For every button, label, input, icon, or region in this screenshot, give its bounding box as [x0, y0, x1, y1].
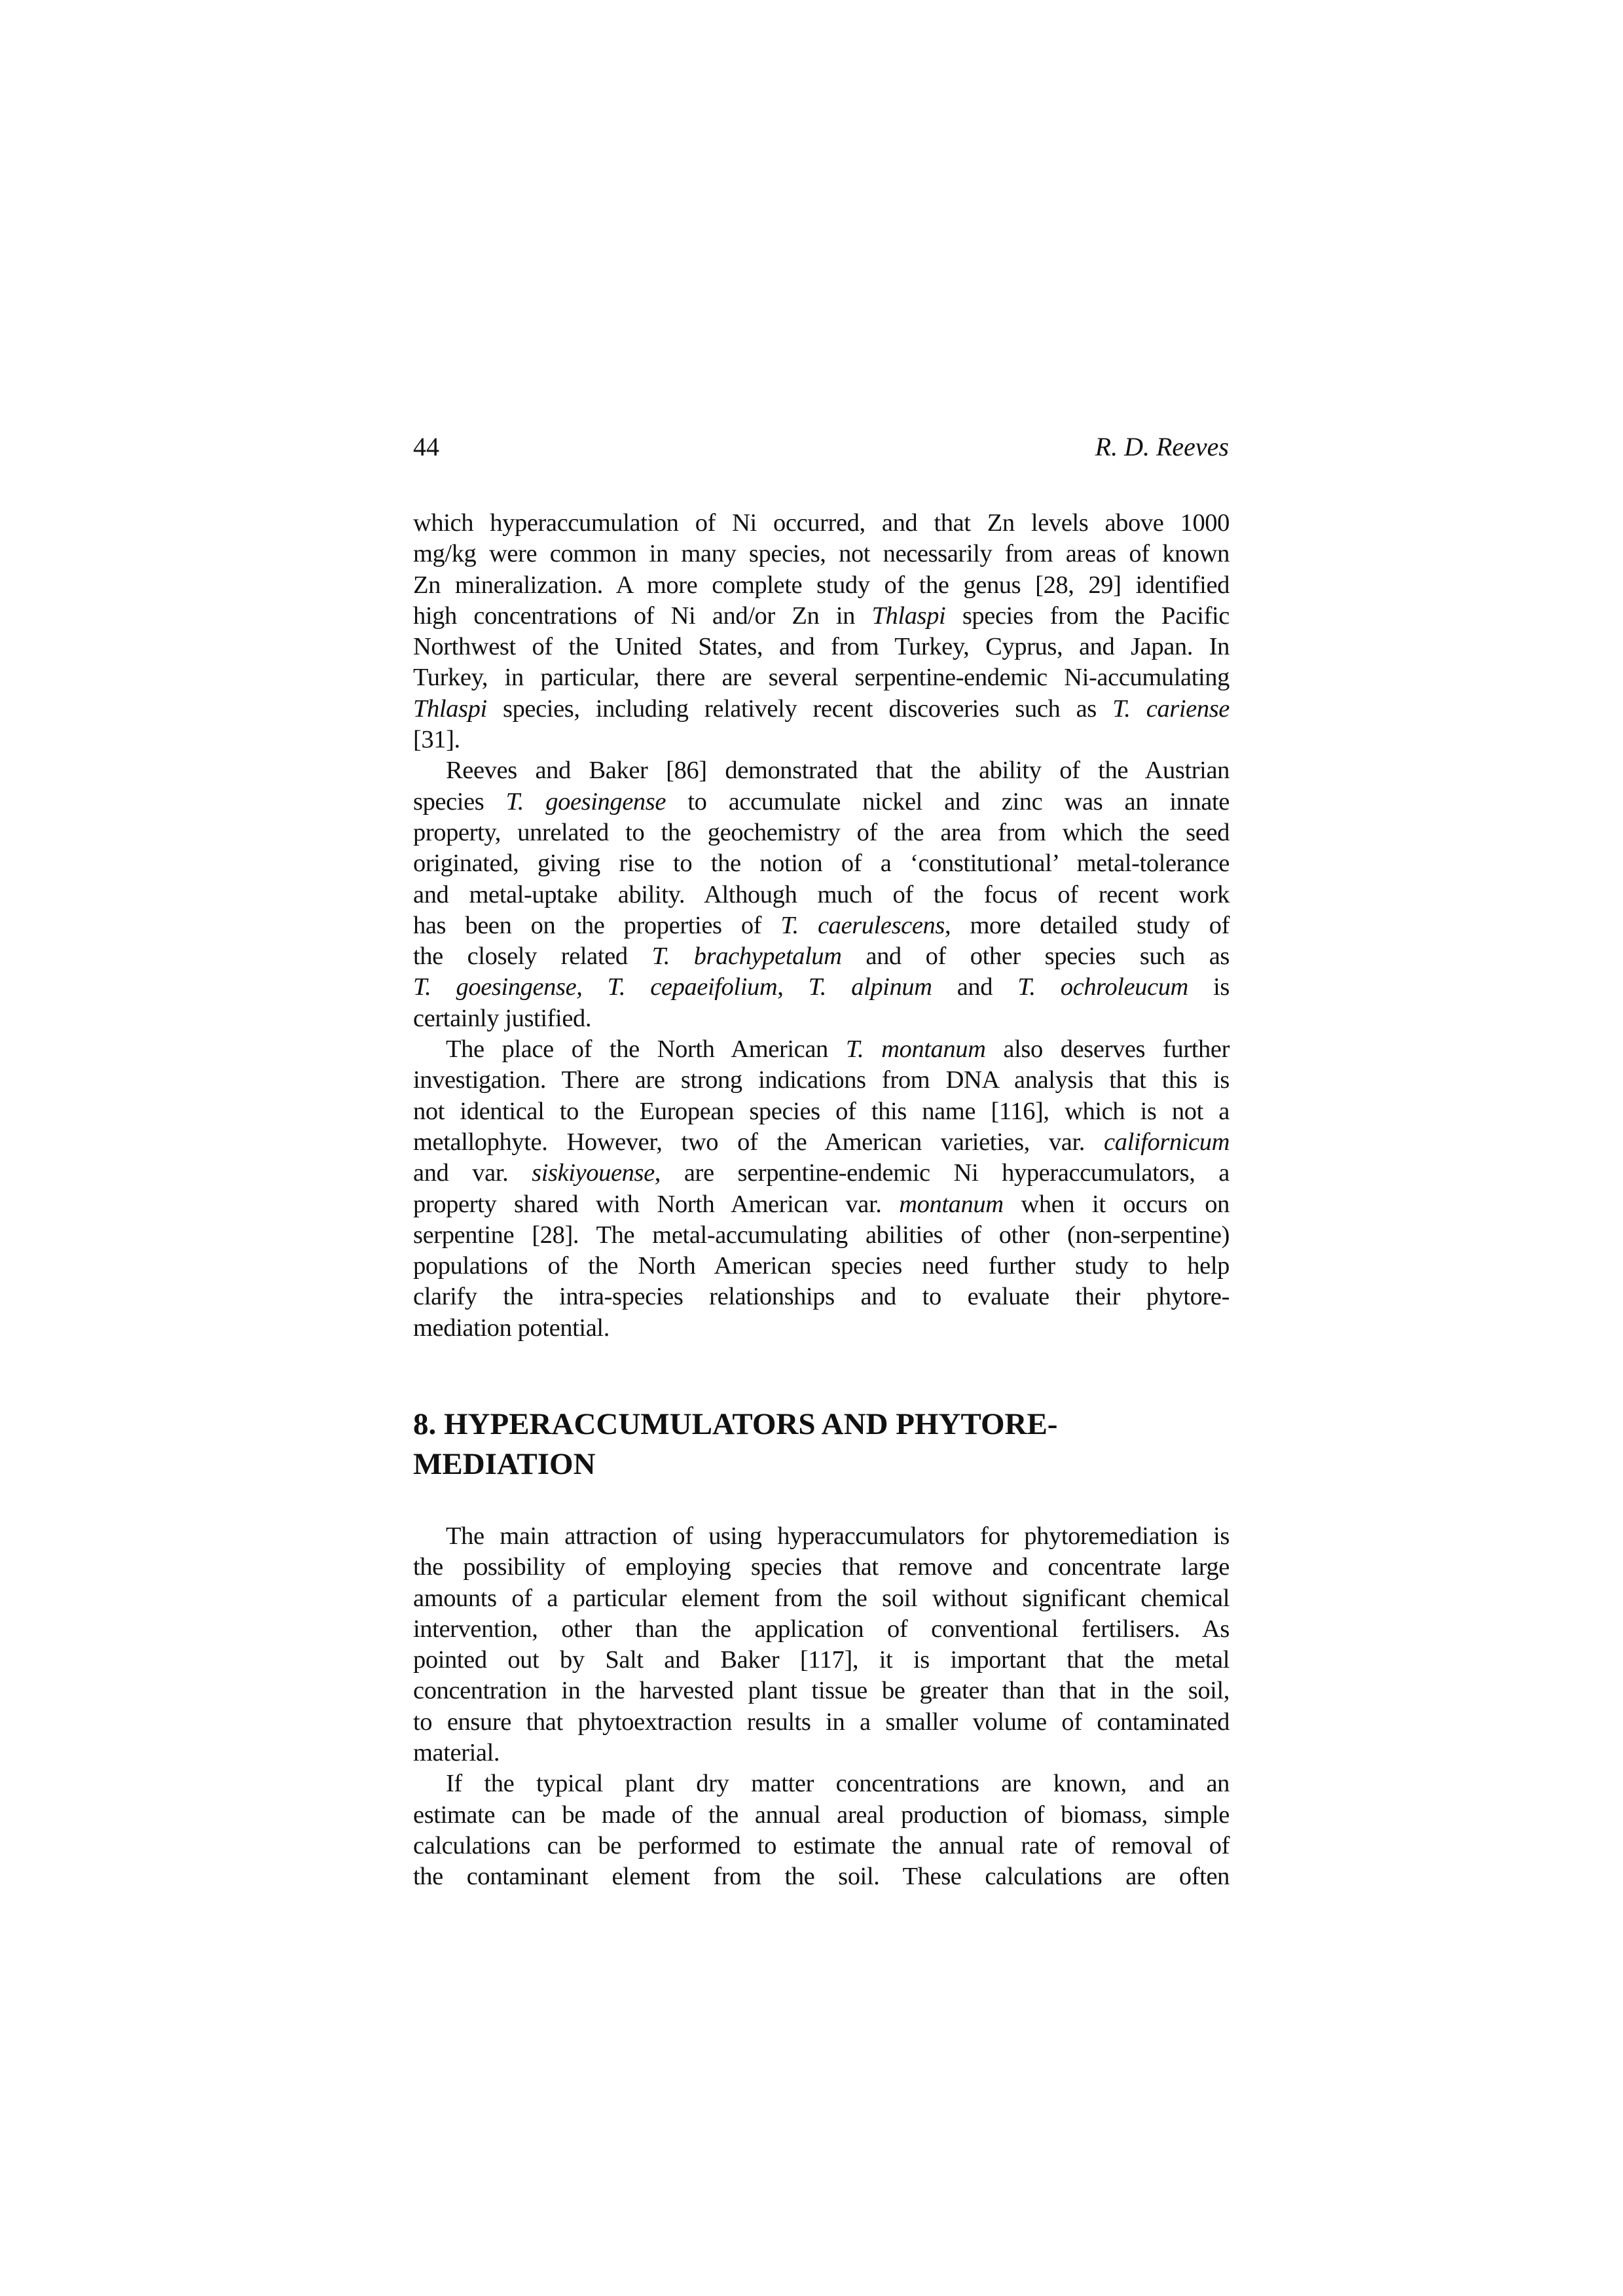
text-segment: species: [413, 787, 506, 816]
text-line: [413, 1251, 1230, 1282]
text-segment: and metal-uptake ability. Although much of the focus of recent work: [413, 880, 1230, 908]
section-heading: [413, 1405, 1264, 1484]
text-line: [413, 1552, 1230, 1583]
text-line: [413, 755, 1230, 786]
text-segment: mg/kg were common in many species, not necessarily from areas of known: [413, 540, 1230, 568]
text-segment: clarify the intra-species relationships and to evaluate their phytore-: [413, 1283, 1230, 1311]
text-segment: concentration in the harvested plant tissue be greater than that in the soil,: [413, 1677, 1230, 1705]
paragraph: [413, 1768, 1230, 1892]
text-line: [413, 601, 1230, 632]
text-segment: originated, giving rise to the notion of a ‘constitutional’ metal-tolerance: [413, 850, 1230, 878]
paragraph: [413, 508, 1230, 755]
italic-species-name: T. goesingense, T. cepaeifolium: [413, 973, 778, 1001]
text-segment: the possibility of employing species that remove and concentrate large: [413, 1553, 1230, 1581]
text-line: [413, 1313, 1230, 1344]
text-line: [413, 1614, 1230, 1645]
text-line: [413, 694, 1230, 725]
text-segment: when it occurs on: [1003, 1190, 1230, 1218]
text-segment: property shared with North American var.: [413, 1190, 900, 1218]
text-segment: Northwest of the United States, and from Turkey, Cyprus, and Japan. In: [413, 633, 1230, 661]
text-segment: populations of the North American species need further study to help: [413, 1252, 1230, 1280]
text-segment: estimate can be made of the annual areal production of biomass, simple: [413, 1801, 1230, 1829]
text-segment: species from the Pacific: [945, 601, 1230, 630]
text-line: [413, 662, 1230, 693]
text-line: [413, 1738, 1230, 1768]
text-segment: Turkey, in particular, there are several serpentine-endemic Ni-accumulating: [413, 664, 1230, 692]
text-segment: which hyperaccumulation of Ni occurred, and that Zn levels above 1000: [413, 509, 1230, 537]
text-segment: calculations can be performed to estimate the annual rate of removal of: [413, 1831, 1230, 1859]
text-line: [413, 1003, 1230, 1034]
text-segment: mediation potential.: [413, 1314, 610, 1342]
text-line: [413, 1282, 1230, 1312]
text-line: [413, 1831, 1230, 1861]
text-line: [413, 570, 1230, 601]
text-line: [413, 1096, 1230, 1127]
text-segment: is: [1188, 973, 1230, 1001]
text-line: [413, 1065, 1230, 1096]
italic-species-name: montanum: [899, 1190, 1004, 1218]
text-segment: high concentrations of Ni and/or Zn in: [413, 601, 872, 630]
text-segment: to ensure that phytoextraction results in a smaller volume of contaminated: [413, 1708, 1230, 1736]
text-line: [413, 725, 1230, 755]
italic-species-name: T. montanum: [845, 1035, 986, 1064]
text-line: [413, 1521, 1230, 1552]
italic-species-name: siskiyouense: [532, 1159, 655, 1187]
text-line: [413, 941, 1230, 972]
italic-species-name: T. alpinum: [808, 973, 932, 1001]
text-line: [413, 539, 1230, 569]
text-line: [413, 632, 1230, 662]
running-head-author: R. D. Reeves: [1095, 432, 1229, 461]
text-segment: The main attraction of using hyperaccumulators for phytoremediation is: [446, 1522, 1230, 1550]
text-segment: material.: [413, 1739, 500, 1767]
text-line: [413, 817, 1230, 848]
text-line: [413, 910, 1230, 941]
text-segment: [31].: [413, 726, 460, 754]
text-line: [413, 1158, 1230, 1189]
italic-species-name: T. caerulescens: [780, 911, 945, 939]
text-segment: also deserves further: [985, 1035, 1230, 1064]
text-segment: and of other species such as: [841, 942, 1230, 971]
text-segment: intervention, other than the application of conventional fertilisers. As: [413, 1615, 1230, 1643]
body-text-lower: [413, 1521, 1230, 1893]
text-line: [413, 848, 1230, 879]
text-segment: property, unrelated to the geochemistry of the area from which the seed: [413, 818, 1230, 846]
text-segment: species, including relatively recent discoveries such as: [486, 694, 1113, 723]
italic-species-name: T. ochroleucum: [1017, 973, 1188, 1001]
text-segment: certainly justified.: [413, 1004, 592, 1032]
text-line: [413, 1800, 1230, 1831]
section-heading-line-1: 8. HYPERACCUMULATORS AND PHYTORE-: [413, 1407, 1058, 1441]
text-segment: investigation. There are strong indications from DNA analysis that this is: [413, 1066, 1230, 1094]
italic-species-name: Thlaspi: [871, 601, 946, 630]
text-segment: the closely related: [413, 942, 652, 971]
text-segment: and: [932, 973, 1018, 1001]
text-segment: and var.: [413, 1159, 532, 1187]
text-line: [413, 1034, 1230, 1065]
text-line: [413, 1707, 1230, 1738]
text-segment: has been on the properties of: [413, 911, 781, 939]
italic-species-name: T. cariense: [1112, 694, 1230, 723]
text-segment: Zn mineralization. A more complete study of the genus [28, 29] identified: [413, 571, 1230, 599]
italic-species-name: T. goesingense: [505, 787, 666, 816]
text-line: [413, 880, 1230, 910]
paragraph: [413, 1521, 1230, 1768]
italic-species-name: T. brachypetalum: [651, 942, 842, 971]
text-segment: serpentine [28]. The metal-accumulating abilities of other (non-serpentine): [413, 1221, 1230, 1249]
text-segment: The place of the North American: [446, 1035, 846, 1064]
text-segment: the contaminant element from the soil. These calculations are often: [413, 1863, 1230, 1891]
text-line: [413, 1220, 1230, 1251]
text-segment: not identical to the European species of this name [116], which is not a: [413, 1097, 1230, 1125]
paragraph: [413, 755, 1230, 1034]
text-line: [413, 1127, 1230, 1158]
text-segment: If the typical plant dry matter concentrations are known, and an: [446, 1770, 1230, 1798]
paragraph: [413, 1034, 1230, 1344]
text-line: [413, 1645, 1230, 1676]
text-segment: metallophyte. However, two of the American varieties, var.: [413, 1128, 1104, 1156]
text-line: [413, 1768, 1230, 1799]
italic-species-name: Thlaspi: [413, 694, 487, 723]
italic-species-name: californicum: [1104, 1128, 1230, 1156]
text-line: [413, 1676, 1230, 1706]
text-segment: amounts of a particular element from the soil without significant chemical: [413, 1584, 1230, 1612]
text-segment: pointed out by Salt and Baker [117], it is important that the metal: [413, 1646, 1230, 1674]
text-segment: to accumulate nickel and zinc was an innate: [666, 787, 1230, 816]
text-segment: Reeves and Baker [86] demonstrated that the ability of the Austrian: [446, 757, 1230, 785]
body-text-upper: [413, 508, 1230, 1344]
text-line: [413, 1583, 1230, 1614]
text-line: [413, 508, 1230, 539]
page-number: 44: [413, 432, 439, 461]
text-line: [413, 787, 1230, 817]
text-line: [413, 1861, 1230, 1892]
text-segment: ,: [777, 973, 809, 1001]
text-line: [413, 972, 1230, 1003]
text-line: [413, 1189, 1230, 1220]
text-segment: , more detailed study of: [945, 911, 1230, 939]
text-segment: , are serpentine-endemic Ni hyperaccumulators, a: [654, 1159, 1230, 1187]
section-heading-line-2: MEDIATION: [413, 1447, 596, 1481]
